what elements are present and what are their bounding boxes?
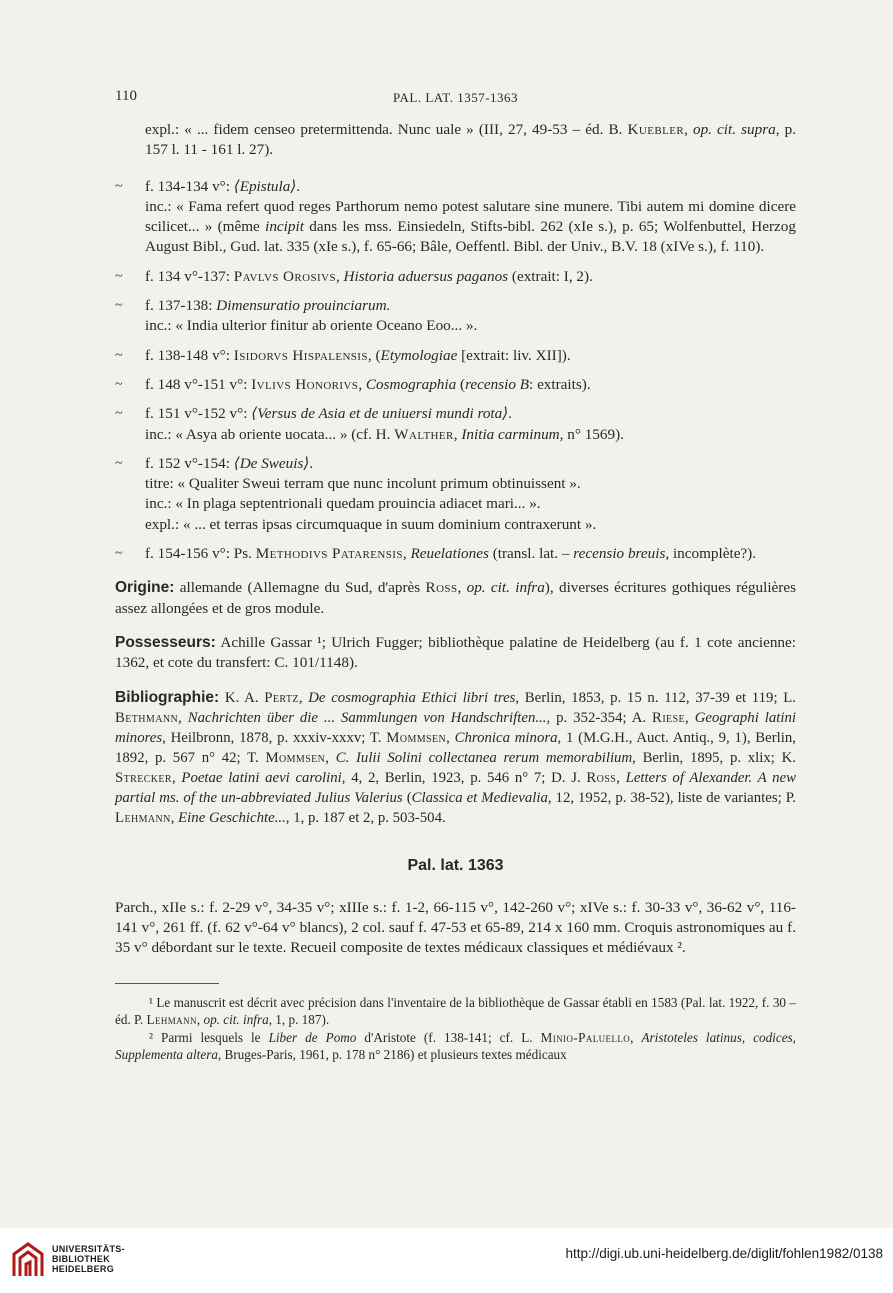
tilde-mark: ~	[115, 347, 123, 363]
page-number: 110	[115, 88, 137, 104]
running-header	[115, 88, 796, 110]
possesseurs-paragraph: Possesseurs: Achille Gassar ¹; Ulrich Fugger; bibliothèque palatine de Heidelberg (au f. 1 cote ancienne: 1362, et cote du transfert: C. 101/1148).	[115, 633, 796, 672]
library-logo-icon[interactable]	[10, 1240, 46, 1280]
footnote-1: ¹ Le manuscrit est décrit avec précision dans l'inventaire de la bibliothèque de Gassar établi en 1583 (Pal. lat. 1922, f. 30 – éd. P. Lehmann, op. cit. infra, 1, p. 187).	[115, 994, 796, 1028]
bibliographie-paragraph: Bibliographie: K. A. Pertz, De cosmographia Ethici libri tres, Berlin, 1853, p. 15 n. 112, 37-39 et 119; L. Bethmann, Nachrichten über die ... Sammlungen von Handschriften..., p. 352-354; A. Riese, Geographi latini minores, Heilbronn, 1878, p. xxxiv-xxxv; T. Mommsen, Chronica minora, 1 (M.G.H., Auct. Antiq., 9, 1), Berlin, 1892, p. 567 n° 42; T. Mommsen, C. Iulii Solini collectanea rerum memorabilium, Berlin, 1895, p. xlix; K. Strecker, Poetae latini aevi carolini, 4, 2, Berlin, 1923, p. 546 n° 7; D. J. Ross, Letters of Alexander. A new partial ms. of the un-abbreviated Julius Valerius (Classica et Medievalia, 12, 1952, p. 38-52), liste de variantes; P. Lehmann, Eine Geschichte..., 1, p. 187 et 2, p. 503-504.	[115, 688, 796, 826]
section-description: Parch., xIIe s.: f. 2-29 v°, 34-35 v°; xIIIe s.: f. 1-2, 66-115 v°, 142-260 v°; xIVe s.: f. 30-33 v°, 36-62 v°, 116-141 v°, 261 ff. (f. 62 v°-64 v° blancs), 2 col. sauf f. 47-53 et 65-89, 214 x 160 mm. Croquis astronomiques au f. 35 v° débordant sur le texte. Recueil composite de textes médicaux classiques et médiévaux ².	[115, 898, 796, 957]
tilde-mark: ~	[115, 268, 123, 284]
footnote-2: ² Parmi lesquels le Liber de Pomo d'Aristote (f. 138-141; cf. L. Minio-Paluello, Aristoteles latinus, codices, Supplementa altera, Bruges-Paris, 1961, p. 178 n° 2186) et plusieurs textes médicaux	[115, 1029, 796, 1063]
section-heading: Pal. lat. 1363	[407, 856, 504, 874]
running-title: PAL. LAT. 1357-1363	[392, 90, 519, 105]
entry-versus: ~ f. 151 v°-152 v°: ⟨Versus de Asia et de uniuersi mundi rota⟩. inc.: « Asya ab oriente uocata... » (cf. H. Walther, Initia carminum, n° 1569).	[115, 405, 624, 443]
entry-sweuis: ~ f. 152 v°-154: ⟨De Sweuis⟩. titre: « Qualiter Sweui terram que nunc incolunt primum obtinuissent ». inc.: « In plaga septentrionali quedam prouincia adiacet mari... ». expl.: « ... et terras ipsas circumquaque in suum dominium contraxerunt ».	[115, 454, 597, 533]
entry-explicit: expl.: « ... fidem censeo pretermittenda. Nunc uale » (III, 27, 49-53 – éd. B. Kuebler, op. cit. supra, p. 157 l. 11 - 161 l. 27).	[145, 121, 796, 159]
footnote-rule	[115, 983, 219, 984]
tilde-mark: ~	[115, 178, 123, 194]
origine-paragraph: Origine: allemande (Allemagne du Sud, d'après Ross, op. cit. infra), diverses écritures gothiques régulières assez allongées et de gros module.	[115, 579, 796, 617]
page-body	[115, 120, 796, 1064]
bibliographie-label: Bibliographie:	[115, 688, 220, 706]
tilde-mark: ~	[115, 406, 123, 422]
entry-dimensuratio: ~ f. 137-138: Dimensuratio prouinciarum. inc.: « India ulterior finitur ab oriente Oceano Eoo... ».	[115, 297, 478, 335]
viewer-footer	[0, 1228, 893, 1293]
entry-honorius: ~ f. 148 v°-151 v°: Ivlivs Honorivs, Cosmographia (recensio B: extraits).	[115, 375, 796, 395]
document-url[interactable]: http://digi.ub.uni-heidelberg.de/diglit/fohlen1982/0138	[565, 1246, 883, 1261]
tilde-mark: ~	[115, 546, 123, 562]
entry-orosius: ~ f. 134 v°-137: Pavlvs Orosivs, Historia aduersus paganos (extrait: I, 2).	[115, 267, 796, 287]
tilde-mark: ~	[115, 376, 123, 392]
library-name: UNIVERSITÄTS- BIBLIOTHEK HEIDELBERG	[52, 1244, 125, 1274]
entry-epistula: ~ f. 134-134 v°: ⟨Epistula⟩. inc.: « Fama refert quod reges Parthorum nemo potest salutare sine munere. Tibi autem mi domine dicere scilicet... » (même incipit dans les mss. Einsiedeln, Stifts-bibl. 262 (xIe s.), p. 65; Wolfenbuttel, Herzog August Bibl., Gud. lat. 335 (xIe s.), f. 65-66; Bâle, Oeffentl. Bibl. der Univ., B.V. 18 (xIVe s.), f. 110).	[115, 177, 796, 256]
origine-label: Origine:	[115, 579, 175, 597]
footnotes	[115, 994, 796, 1064]
possesseurs-label: Possesseurs:	[115, 633, 216, 651]
entry-methodius: ~ f. 154-156 v°: Ps. Methodivs Patarensis, Reuelationes (transl. lat. – recensio breuis, incomplète?).	[115, 544, 796, 564]
tilde-mark: ~	[115, 298, 123, 314]
tilde-mark: ~	[115, 455, 123, 471]
entry-isidorus: ~ f. 138-148 v°: Isidorvs Hispalensis, (Etymologiae [extrait: liv. XII]).	[115, 346, 796, 366]
